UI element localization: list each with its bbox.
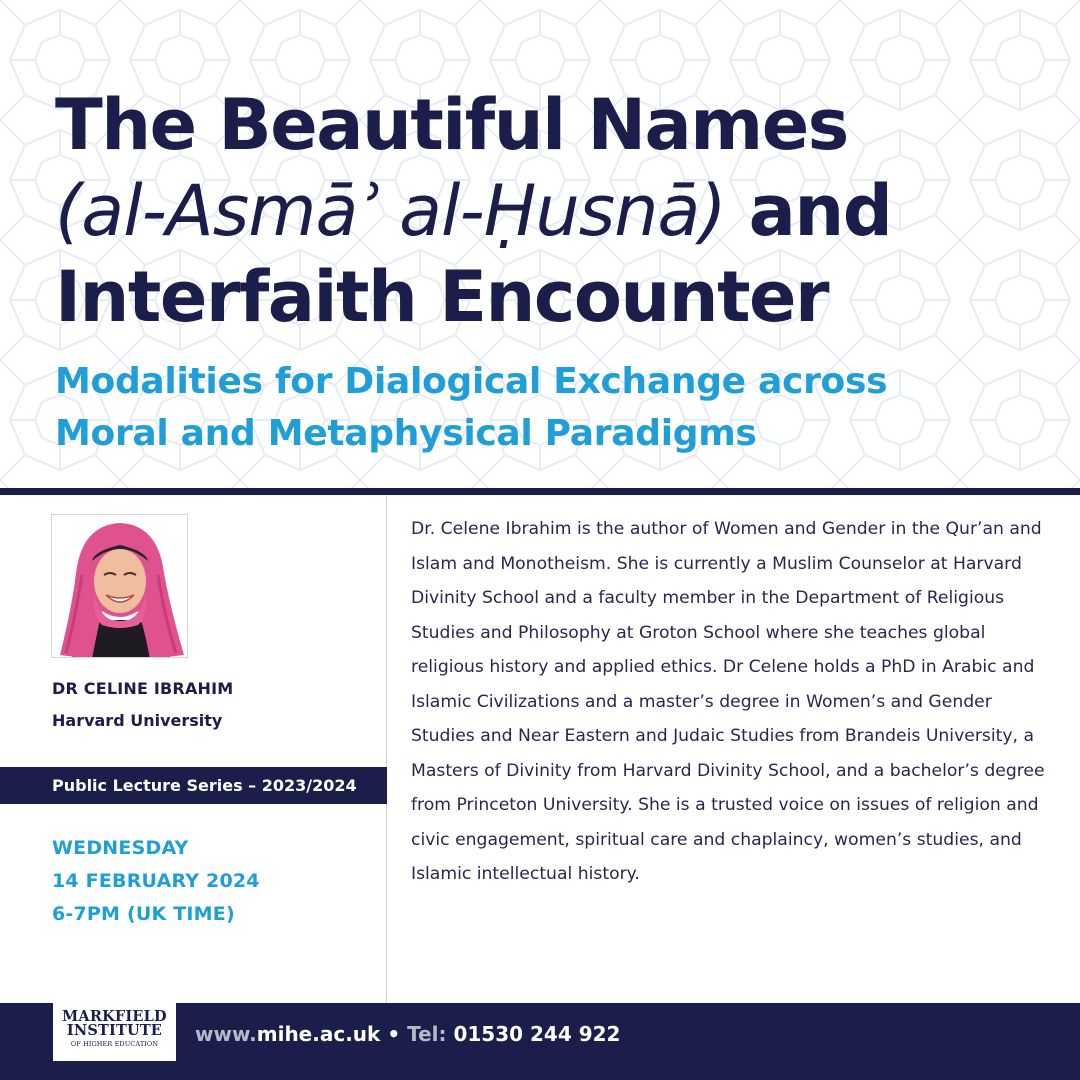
footer (0, 1003, 1080, 1080)
event-datetime (52, 832, 260, 931)
speaker-panel (0, 495, 387, 1003)
title-line-3: Interfaith Encounter (55, 256, 829, 338)
page-title (55, 82, 1065, 340)
subtitle-line-1: Modalities for Dialogical Exchange across (55, 361, 888, 402)
event-day: WEDNESDAY (52, 837, 189, 859)
institute-logo (53, 1003, 176, 1061)
title-transliteration: (al-Asmāʾ al-Ḥusnā) (55, 170, 726, 252)
phone-number[interactable]: 01530 244 922 (453, 1022, 621, 1046)
title-line-2 (55, 168, 1065, 254)
contact-info (195, 1022, 620, 1046)
phone-label: Tel: (407, 1022, 447, 1046)
title-conjunction: and (748, 170, 892, 252)
logo-line-1: MARKFIELD (62, 1008, 167, 1025)
header (0, 0, 1080, 490)
website-link[interactable]: mihe.ac.uk (256, 1022, 381, 1046)
subtitle (55, 356, 1055, 460)
subtitle-line-2: Moral and Metaphysical Paradigms (55, 413, 757, 454)
speaker-name: DR CELINE IBRAHIM (52, 679, 234, 698)
logo-line-3: OF HIGHER EDUCATION (70, 1040, 159, 1048)
speaker-affiliation: Harvard University (52, 711, 223, 730)
event-time: 6-7PM (UK TIME) (52, 903, 235, 925)
contact-separator: • (387, 1022, 401, 1046)
series-label: Public Lecture Series – 2023/2024 (52, 776, 357, 795)
series-banner (0, 767, 387, 804)
website-prefix: www. (195, 1022, 257, 1046)
logo-line-2: INSTITUTE (66, 1022, 163, 1039)
header-divider (0, 488, 1080, 495)
speaker-photo (51, 514, 188, 658)
event-date: 14 FEBRUARY 2024 (52, 870, 260, 892)
title-line-1: The Beautiful Names (55, 84, 848, 166)
speaker-bio: Dr. Celene Ibrahim is the author of Women and Gender in the Qur’an and Islam and Monotheism. She is currently a Muslim Counselor at Harvard Divinity School and a faculty member in the Department of Religious Studies and Philosophy at Groton School where she teaches global religious history and applied ethics. Dr Celene holds a PhD in Arabic and Islamic Civilizations and a master’s degree in Women’s and Gender Studies and Near Eastern and Judaic Studies from Brandeis University, a Masters of Divinity from Harvard Divinity School, and a bachelor’s degree from Princeton University. She is a trusted voice on issues of religion and civic engagement, spiritual care and chaplaincy, women’s studies, and Islamic intellectual history. (411, 519, 1045, 884)
